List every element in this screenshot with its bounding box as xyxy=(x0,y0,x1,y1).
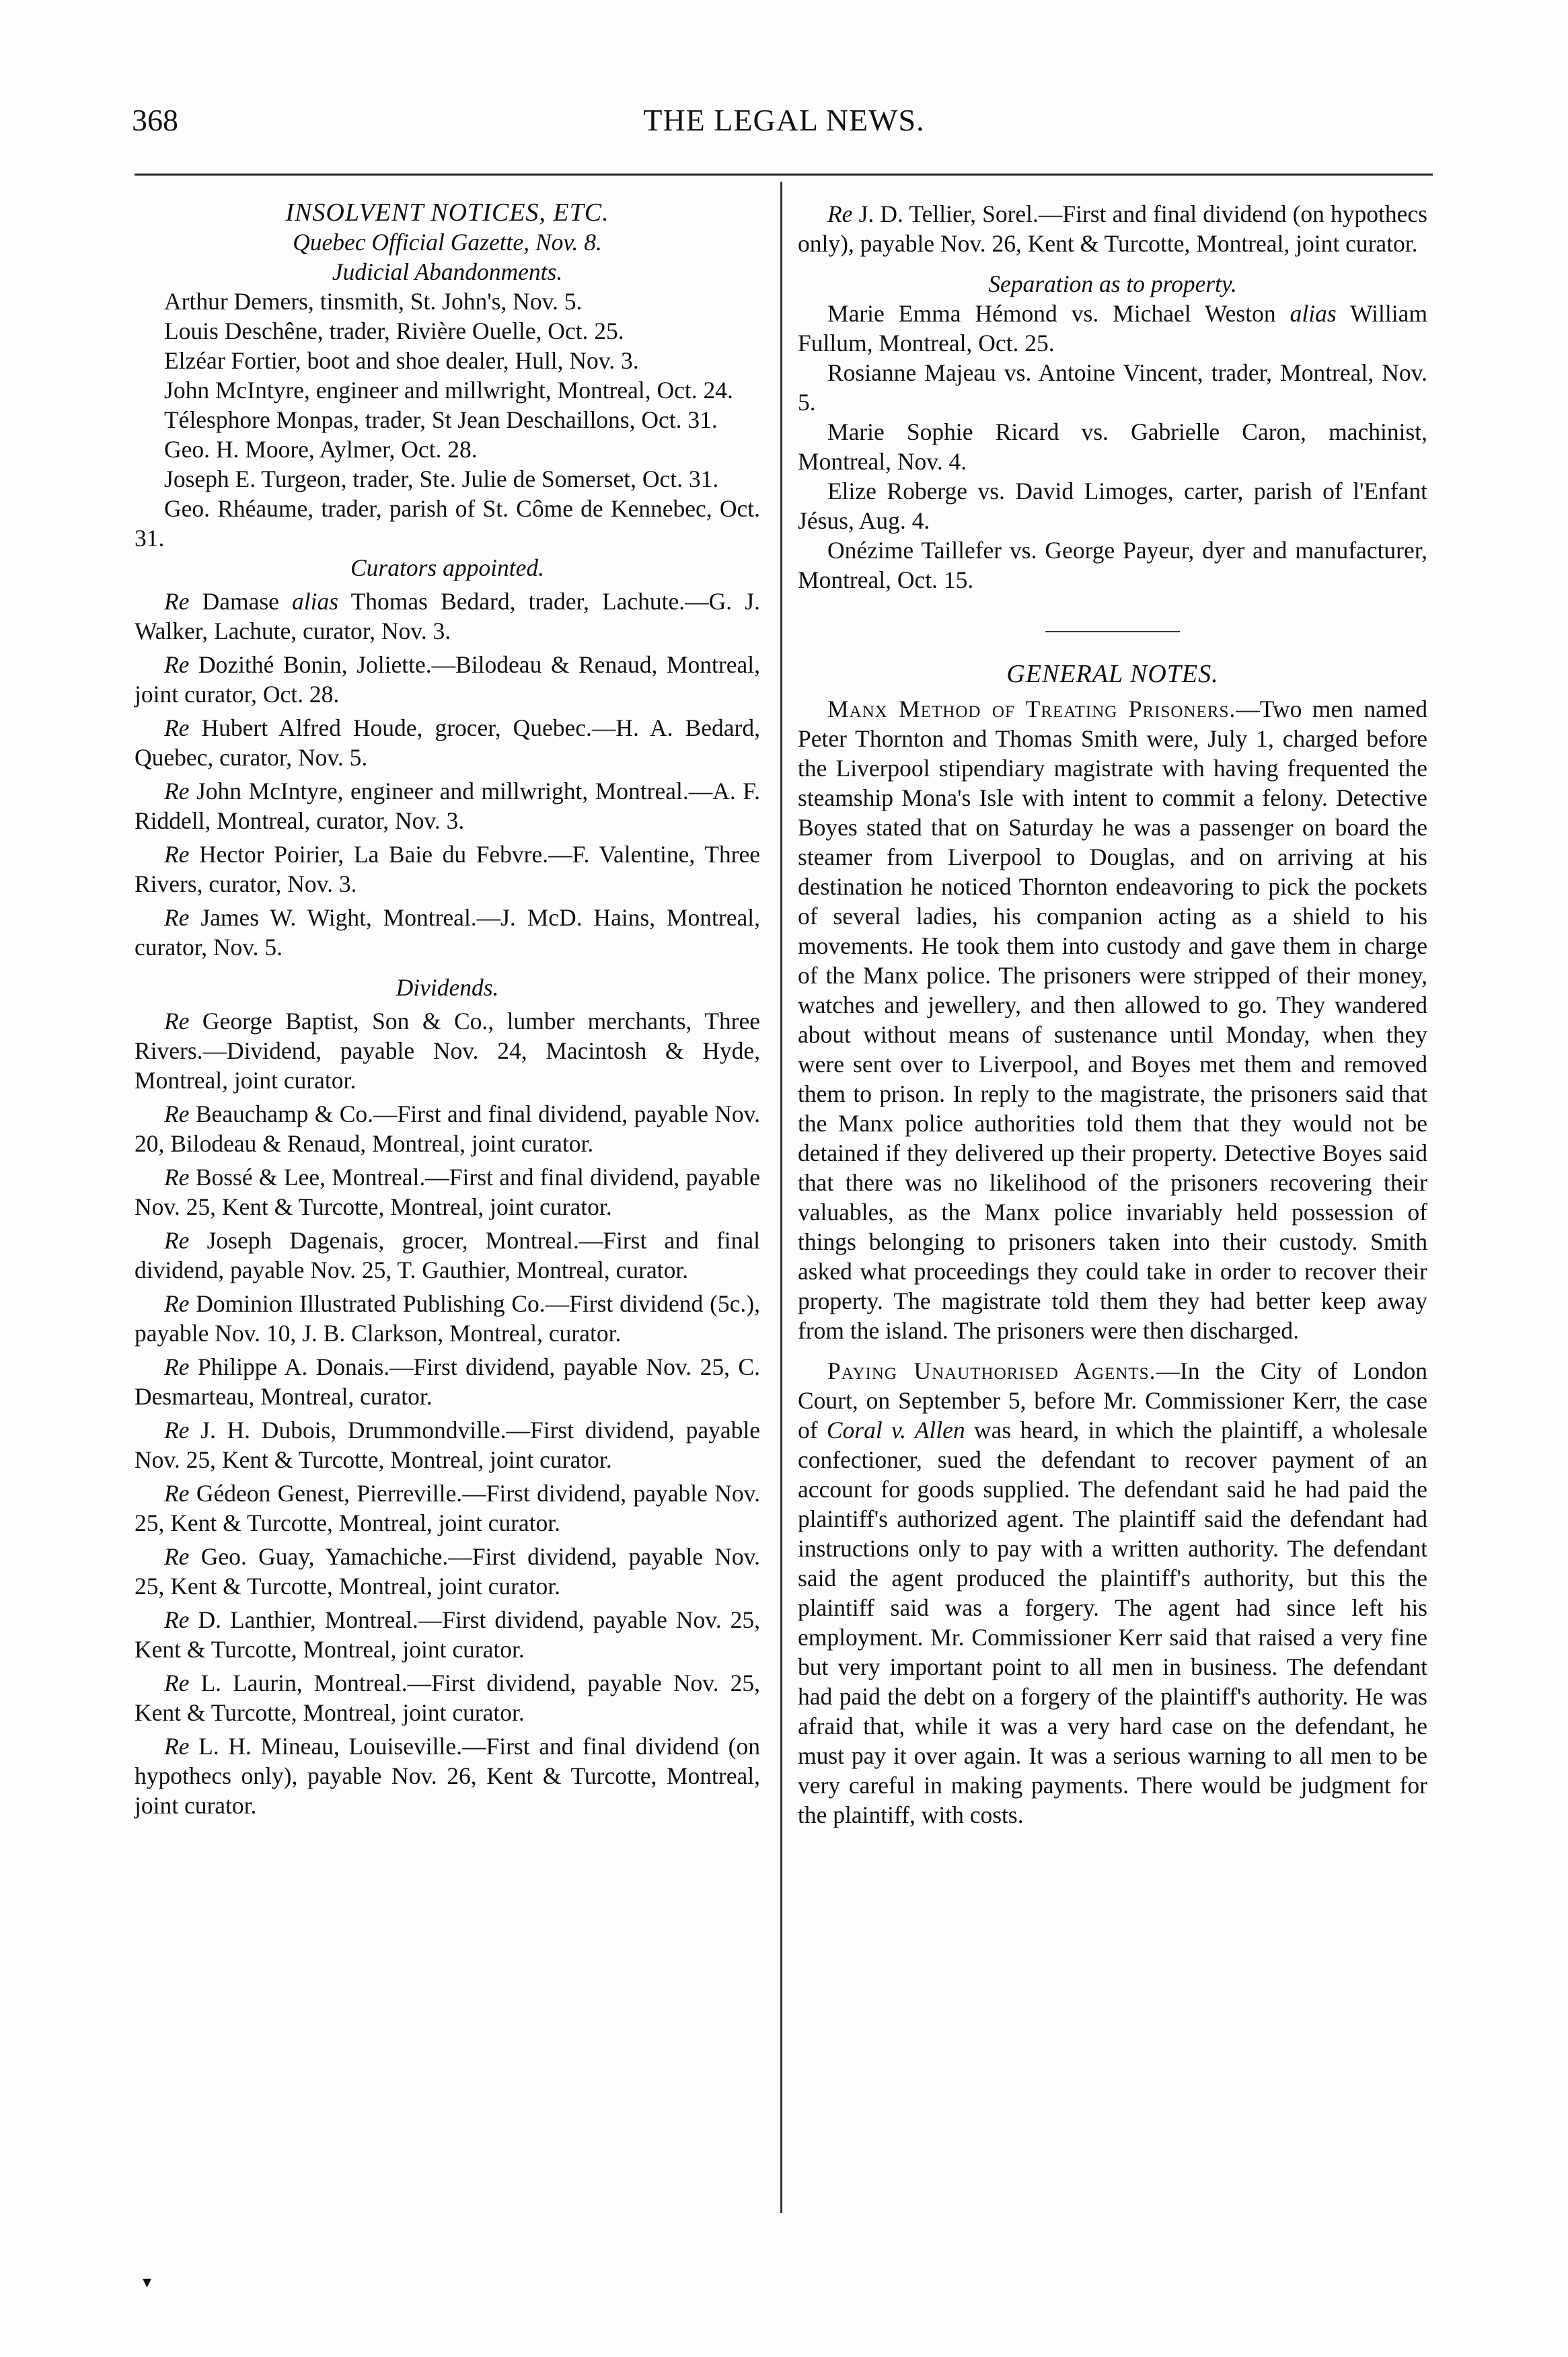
agents-body-2: was heard, in which the plaintiff, a wholesale confectioner, sued the defendant to recover payment of an account for goods supplied. The defendant said he had paid the plaintiff's authorized agent. The plaintiff said the defendant had instructions only to pay with a written authority. The defendant said the agent produced the plaintiff's authority, but this the plaintiff said was a forgery. The agent had since left his employment. Mr. Commissioner Kerr said that raised a very fine but very important point to all men in business. The defendant had paid the debt on a forgery of the plaintiff's authority. He was afraid that, while it was a very hard case on the defendant, he must pay it over again. It was a serious warning to all men to be very careful in making payments. There would be judgment for the plaintiff, with costs. xyxy=(798,1417,1427,1828)
curators-list xyxy=(135,587,760,962)
agents-case-name: Coral v. Allen xyxy=(826,1417,965,1444)
right-column xyxy=(798,195,1427,1830)
general-notes-heading: GENERAL NOTES. xyxy=(1006,660,1219,688)
abandonments-list xyxy=(135,287,760,553)
abandonment-entry: John McIntyre, engineer and millwright, Montreal, Oct. 24. xyxy=(164,377,733,404)
abandonment-entry: Joseph E. Turgeon, trader, Ste. Julie de Somerset, Oct. 31. xyxy=(164,465,719,492)
dividend-entry: Re Joseph Dagenais, grocer, Montreal.—First and final dividend, payable Nov. 25, T. Gauthier, Montreal, curator. xyxy=(135,1227,760,1283)
abandonment-entry: Télesphore Monpas, trader, St Jean Deschaillons, Oct. 31. xyxy=(164,406,718,433)
separation-entry: Onézime Taillefer vs. George Payeur, dyer and manufacturer, Montreal, Oct. 15. xyxy=(798,537,1427,593)
dividend-entry: Re D. Lanthier, Montreal.—First dividend, payable Nov. 25, Kent & Turcotte, Montreal, joint curator. xyxy=(135,1606,760,1663)
abandonment-entry: Arthur Demers, tinsmith, St. John's, Nov. 5. xyxy=(164,288,583,315)
abandonment-entry: Geo. H. Moore, Aylmer, Oct. 28. xyxy=(164,436,478,463)
dividend-entry: Re Philippe A. Donais.—First dividend, payable Nov. 25, C. Desmarteau, Montreal, curator. xyxy=(135,1353,760,1410)
curator-entry: Re Damase alias Thomas Bedard, trader, Lachute.—G. J. Walker, Lachute, curator, Nov. 3. xyxy=(135,588,760,644)
dividend-entry: Re George Baptist, Son & Co., lumber merchants, Three Rivers.—Dividend, payable Nov. 24, Macintosh & Hyde, Montreal, joint curator. xyxy=(135,1008,760,1094)
manx-article xyxy=(798,694,1427,1345)
gazette-line: Quebec Official Gazette, Nov. 8. xyxy=(293,229,602,256)
dividend-entry: Re Beauchamp & Co.—First and final dividend, payable Nov. 20, Bilodeau & Renaud, Montreal, joint curator. xyxy=(135,1100,760,1157)
dividend-entry: Re J. H. Dubois, Drummondville.—First dividend, payable Nov. 25, Kent & Turcotte, Montreal, joint curator. xyxy=(135,1417,760,1473)
header-rule xyxy=(135,174,1433,176)
curator-entry: Re James W. Wight, Montreal.—J. McD. Hains, Montreal, curator, Nov. 5. xyxy=(135,904,760,961)
manx-body: —Two men named Peter Thornton and Thomas Smith were, July 1, charged before the Liverpool stipendiary magistrate with having frequented the steamship Mona's Isle with intent to commit a felony. Detective Boyes stated that on Saturday he was a passenger on board the steamer from Liverpool to Douglas, and on arriving at his destination he noticed Thornton endeavoring to pick the pockets of several ladies, his companion acting as a shield to his movements. He took them into custody and gave them in charge of the Manx police. The prisoners were stripped of their money, watches and jewellery, and then allowed to go. They wandered about without means of sustenance until Monday, when they were sent over to Liverpool, and Boyes met them and removed them to prison. In reply to the magistrate, the prisoners said that the Manx police authorities told them that they would not be detained if they delivered up their property. Detective Boyes said that there was no likelihood of the prisoners recovering their valuables, as the Manx police invariably held possession of things belonging to prisoners taken into their custody. Smith asked what proceedings they could take in order to recover their property. The magistrate told them they had better keep away from the island. The prisoners were then discharged. xyxy=(798,696,1428,1344)
abandonment-entry: Elzéar Fortier, boot and shoe dealer, Hull, Nov. 3. xyxy=(164,347,639,374)
abandonment-entry: Louis Deschêne, trader, Rivière Ouelle, Oct. 25. xyxy=(164,317,624,344)
manx-title: Manx Method of Treating Prisoners. xyxy=(827,696,1236,722)
page-header xyxy=(0,0,1568,155)
stray-mark: ▾ xyxy=(143,2272,152,2292)
agents-title: Paying Unauthorised Agents. xyxy=(827,1357,1156,1384)
separation-entry: Marie Sophie Ricard vs. Gabrielle Caron, machinist, Montreal, Nov. 4. xyxy=(798,418,1427,475)
curators-heading: Curators appointed. xyxy=(350,554,544,581)
running-title: THE LEGAL NEWS. xyxy=(643,103,925,137)
curator-entry: Re Hector Poirier, La Baie du Febvre.—F. Valentine, Three Rivers, curator, Nov. 3. xyxy=(135,841,760,897)
dividends-list xyxy=(135,1006,760,1820)
curator-entry: Re John McIntyre, engineer and millwright, Montreal.—A. F. Riddell, Montreal, curator, Nov. 3. xyxy=(135,778,760,834)
dividend-entry: Re Dominion Illustrated Publishing Co.—First dividend (5c.), payable Nov. 10, J. B. Clarkson, Montreal, curator. xyxy=(135,1290,760,1347)
separation-list xyxy=(798,299,1427,595)
dividend-entry: Re L. H. Mineau, Louiseville.—First and final dividend (on hypothecs only), payable Nov. 26, Kent & Turcotte, Montreal, joint curator. xyxy=(135,1733,760,1819)
dividend-entry: Re Gédeon Genest, Pierreville.—First dividend, payable Nov. 25, Kent & Turcotte, Montreal, joint curator. xyxy=(135,1480,760,1536)
section-rule xyxy=(1045,631,1180,632)
tellier-entry: Re J. D. Tellier, Sorel.—First and final dividend (on hypothecs only), payable Nov. 26, Kent & Turcotte, Montreal, joint curator. xyxy=(798,200,1427,257)
abandonment-entry: Geo. Rhéaume, trader, parish of St. Côme de Kennebec, Oct. 31. xyxy=(135,495,760,552)
agents-article xyxy=(798,1356,1427,1830)
left-column xyxy=(135,195,760,1820)
curator-entry: Re Dozithé Bonin, Joliette.—Bilodeau & Renaud, Montreal, joint curator, Oct. 28. xyxy=(135,651,760,708)
separation-entry: Marie Emma Hémond vs. Michael Weston alias William Fullum, Montreal, Oct. 25. xyxy=(798,300,1427,357)
dividend-entry: Re Geo. Guay, Yamachiche.—First dividend, payable Nov. 25, Kent & Turcotte, Montreal, joint curator. xyxy=(135,1543,761,1600)
dividends-heading: Dividends. xyxy=(396,974,499,1001)
abandonments-heading: Judicial Abandonments. xyxy=(332,258,563,285)
separation-entry: Rosianne Majeau vs. Antoine Vincent, trader, Montreal, Nov. 5. xyxy=(798,359,1427,416)
dividend-entry: Re L. Laurin, Montreal.—First dividend, payable Nov. 25, Kent & Turcotte, Montreal, joint curator. xyxy=(135,1670,760,1726)
section-title: INSOLVENT NOTICES, ETC. xyxy=(285,198,609,227)
dividend-entry: Re Bossé & Lee, Montreal.—First and final dividend, payable Nov. 25, Kent & Turcotte, Montreal, joint curator. xyxy=(135,1164,760,1220)
column-divider xyxy=(780,182,782,2213)
curator-entry: Re Hubert Alfred Houde, grocer, Quebec.—H. A. Bedard, Quebec, curator, Nov. 5. xyxy=(135,714,760,771)
agents-body-1: —In the City of London Court, on September 5, before Mr. Commissioner Kerr, the case of xyxy=(798,1357,1427,1444)
separation-entry: Elize Roberge vs. David Limoges, carter, parish of l'Enfant Jésus, Aug. 4. xyxy=(798,478,1427,534)
separation-heading: Separation as to property. xyxy=(988,270,1237,297)
page-number: 368 xyxy=(132,103,178,137)
